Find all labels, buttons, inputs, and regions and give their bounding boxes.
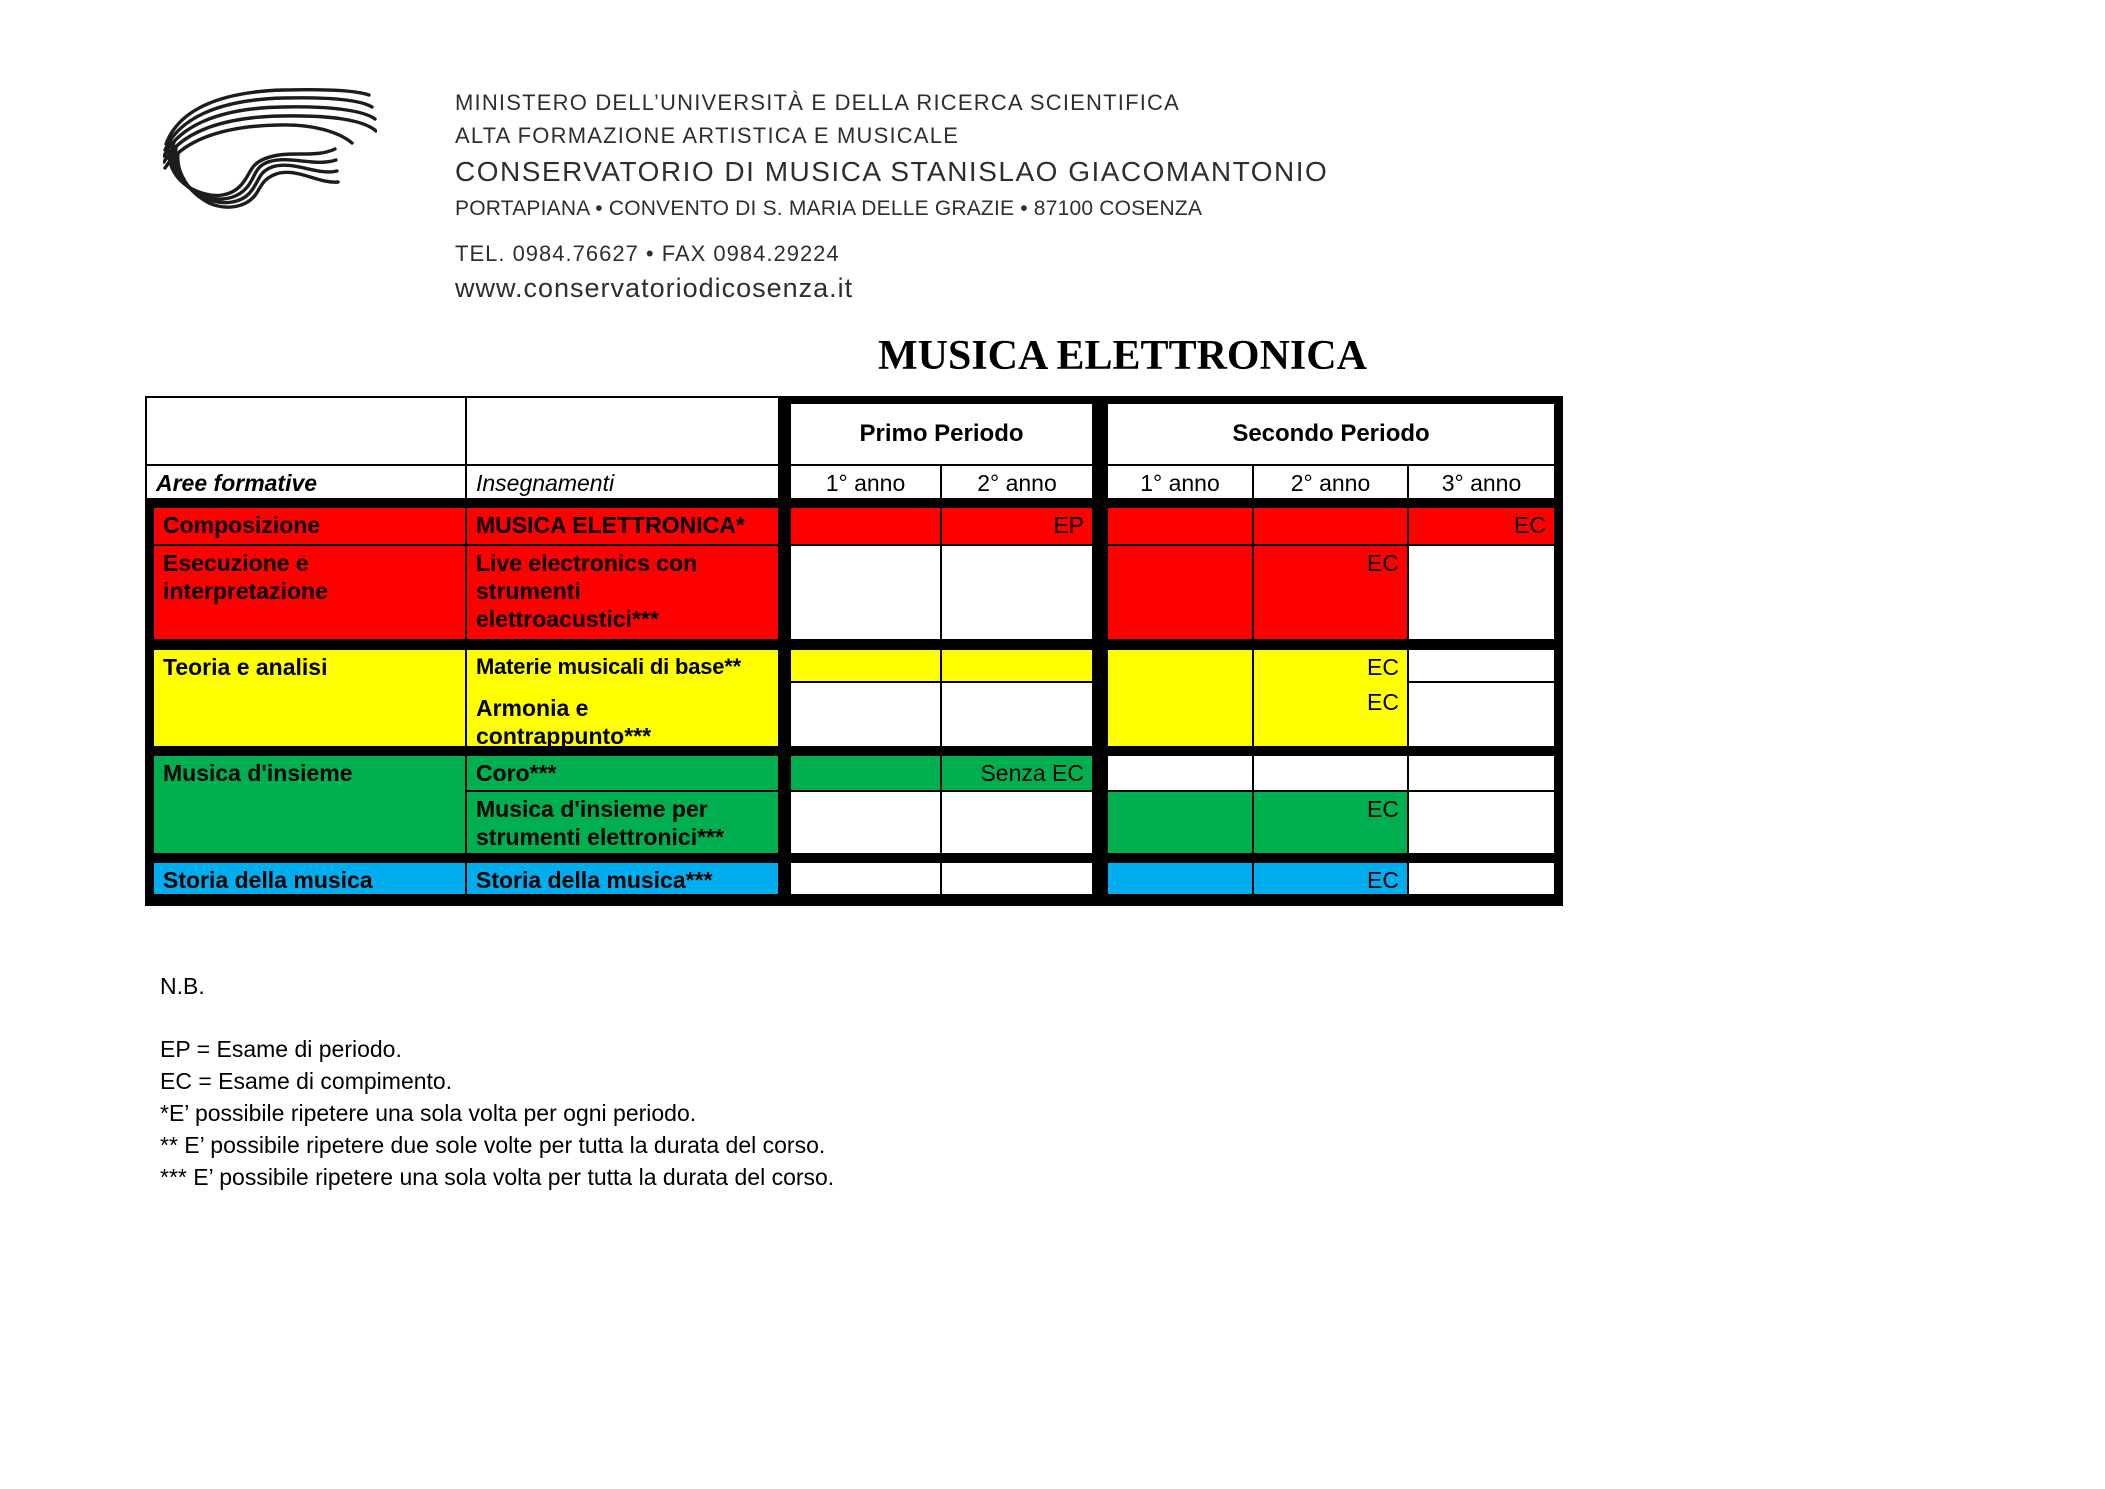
header-primo-anno1: 1° anno: [791, 466, 942, 500]
conservatory-logo-icon: [163, 86, 377, 212]
cell-coro-secondo-anno3: [1409, 756, 1563, 792]
header-primo-anno2: 2° anno: [942, 466, 1094, 500]
curriculum-table: [145, 396, 1563, 906]
note-line-ep: EP = Esame di periodo.: [160, 1036, 402, 1062]
note-line-star3: *** E’ possibile ripetere una sola volta per tutta la durata del corso.: [160, 1164, 835, 1190]
teoria-insegnamento-1: Materie musicali di base**: [476, 654, 742, 679]
header-insegnamenti: Insegnamenti: [467, 466, 780, 500]
cell-composizione-primo-anno2: EP: [942, 508, 1094, 546]
cell-armonia-primo-anno2: [942, 683, 1094, 748]
cell-coro-secondo-anno2: [1254, 756, 1409, 792]
cell-esecuzione-secondo-anno2: EC: [1254, 546, 1409, 641]
horizontal-border-bar: [145, 641, 1563, 650]
cell-coro-primo-anno1: [791, 756, 942, 792]
horizontal-border-bar: [145, 748, 1563, 756]
cell-storia-secondo-anno3: [1409, 863, 1563, 896]
cell-storia-secondo-anno2: EC: [1254, 863, 1409, 896]
header-secondo-anno2: 2° anno: [1254, 466, 1409, 500]
note-line-star1: *E’ possibile ripetere una sola volta per ogni periodo.: [160, 1100, 697, 1126]
ministry-line-1: MINISTERO DELL’UNIVERSITÀ E DELLA RICERCA SCIENTIFICA: [455, 90, 1180, 115]
conservatory-name: CONSERVATORIO DI MUSICA STANISLAO GIACOMANTONIO: [455, 156, 1329, 187]
note-line-ec: EC = Esame di compimento.: [160, 1068, 453, 1094]
cell-esecuzione-secondo-anno3: [1409, 546, 1563, 641]
cell-teoria-primo-anno1: [791, 650, 942, 683]
cell-esecuzione-secondo-anno1: [1108, 546, 1254, 641]
header-aree-formative: Aree formative: [145, 466, 467, 500]
cell-teoria-area: Teoria e analisi: [145, 650, 467, 748]
cell-insieme-insegnamento: Musica d'insieme per strumenti elettronici***: [467, 792, 780, 855]
cell-esecuzione-primo-anno2: [942, 546, 1094, 641]
cell-composizione-insegnamento: MUSICA ELETTRONICA*: [467, 508, 780, 546]
cell-teoria-primo-anno2: [942, 650, 1094, 683]
notes-block: [160, 970, 834, 1193]
horizontal-border-bar: [145, 855, 1563, 863]
cell-insieme-primo-anno2: [942, 792, 1094, 855]
cell-storia-primo-anno1: [791, 863, 942, 896]
cell-storia-secondo-anno1: [1108, 863, 1254, 896]
cell-insieme-secondo-anno3: [1409, 792, 1563, 855]
cell-composizione-secondo-anno2: [1254, 508, 1409, 546]
notes-heading: N.B.: [160, 973, 205, 999]
cell-coro-insegnamento: Coro***: [467, 756, 780, 792]
note-line-star2: ** E’ possibile ripetere due sole volte per tutta la durata del corso.: [160, 1132, 826, 1158]
cell-esecuzione-insegnamento: Live electronics con strumenti elettroacustici***: [467, 546, 780, 641]
cell-insieme-secondo-anno1: [1108, 792, 1254, 855]
cell-composizione-primo-anno1: [791, 508, 942, 546]
vertical-border-bar: [780, 396, 791, 906]
page-title: MUSICA ELETTRONICA: [878, 333, 1367, 379]
cell-insieme-primo-anno1: [791, 792, 942, 855]
cell-insieme-secondo-anno2: EC: [1254, 792, 1409, 855]
header-primo-periodo: Primo Periodo: [791, 396, 1094, 466]
header-secondo-anno3: 3° anno: [1409, 466, 1563, 500]
header-secondo-anno1: 1° anno: [1108, 466, 1254, 500]
vertical-border-bar: [1094, 396, 1108, 906]
cell-coro-primo-anno2: Senza EC: [942, 756, 1094, 792]
teoria-ec-2: EC: [1367, 689, 1399, 715]
cell-armonia-primo-anno1: [791, 683, 942, 748]
teoria-ec-1: EC: [1367, 654, 1399, 680]
header-blank-aree: [145, 396, 467, 466]
horizontal-border-bar: [145, 500, 1563, 508]
horizontal-border-bar: [145, 896, 1563, 906]
cell-teoria-secondo-anno2: [1254, 650, 1409, 748]
cell-storia-primo-anno2: [942, 863, 1094, 896]
cell-composizione-area: Composizione: [145, 508, 467, 546]
cell-composizione-secondo-anno1: [1108, 508, 1254, 546]
website-line: www.conservatoriodicosenza.it: [455, 273, 854, 303]
cell-storia-insegnamento: Storia della musica***: [467, 863, 780, 896]
ministry-line-2: ALTA FORMAZIONE ARTISTICA E MUSICALE: [455, 123, 960, 148]
cell-storia-area: Storia della musica: [145, 863, 467, 896]
header-blank-insegnamenti: [467, 396, 780, 466]
cell-armonia-secondo-anno3: [1409, 683, 1563, 748]
cell-teoria-secondo-anno3: [1409, 650, 1563, 683]
cell-teoria-secondo-anno1: [1108, 650, 1254, 748]
conservatory-address: PORTAPIANA • CONVENTO DI S. MARIA DELLE GRAZIE • 87100 COSENZA: [455, 197, 1203, 220]
phone-fax-line: TEL. 0984.76627 • FAX 0984.29224: [455, 241, 840, 266]
cell-teoria-insegnamenti: [467, 650, 780, 748]
header-secondo-periodo: Secondo Periodo: [1108, 396, 1563, 466]
teoria-insegnamento-2: Armonia e contrappunto***: [476, 695, 652, 749]
cell-coro-secondo-anno1: [1108, 756, 1254, 792]
cell-esecuzione-area: Esecuzione e interpretazione: [145, 546, 467, 641]
cell-insieme-area: Musica d'insieme: [145, 756, 467, 855]
cell-composizione-secondo-anno3: EC: [1409, 508, 1563, 546]
cell-esecuzione-primo-anno1: [791, 546, 942, 641]
